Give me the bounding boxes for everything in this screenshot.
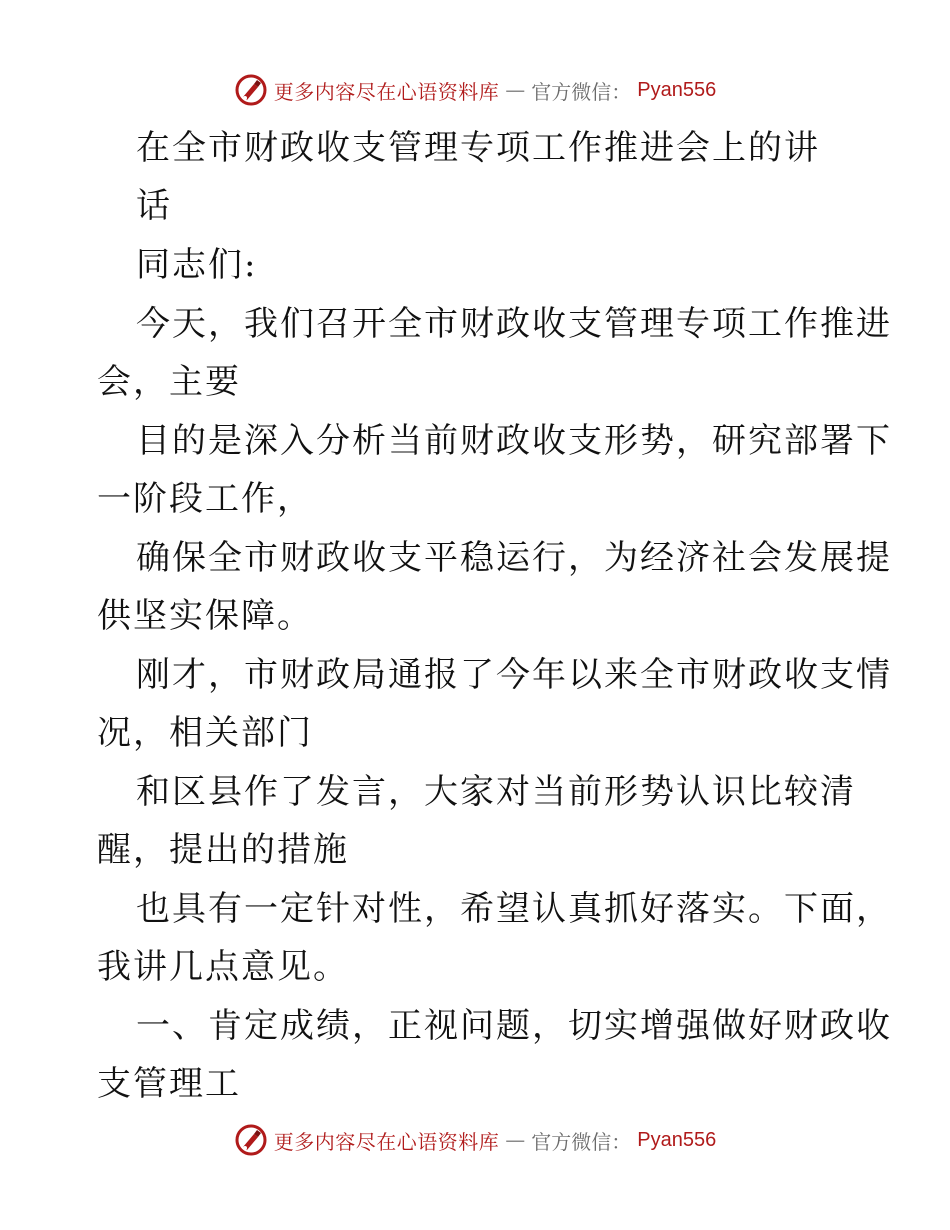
paragraph-line: 目的是深入分析当前财政收支形势，研究部署下 — [136, 421, 892, 461]
paragraph-line: 供坚实保障。 — [97, 596, 313, 636]
paragraph-line: 会，主要 — [97, 362, 241, 402]
paragraph-line: 一阶段工作， — [97, 479, 313, 519]
pen-logo-icon — [234, 1123, 268, 1157]
paragraph-line: 况，相关部门 — [97, 713, 313, 753]
watermark-text: 更多内容尽在心语资料库 — [273, 79, 500, 104]
paragraph-line: 确保全市财政收支平稳运行，为经济社会发展提 — [136, 538, 892, 578]
paragraph-line: 我讲几点意见。 — [97, 947, 349, 987]
watermark-separator: — — [505, 78, 526, 102]
paragraph-line: 今天，我们召开全市财政收支管理专项工作推进 — [136, 304, 892, 344]
section-heading-line-1: 一、肯定成绩，正视问题，切实增强做好财政收 — [136, 1006, 892, 1046]
paragraph-line: 刚才，市财政局通报了今年以来全市财政收支情 — [136, 655, 892, 695]
paragraph-line: 也具有一定针对性，希望认真抓好落实。下面， — [136, 889, 892, 929]
watermark-text: 更多内容尽在心语资料库 — [273, 1129, 500, 1154]
paragraph-line: 和区县作了发言，大家对当前形势认识比较清 — [136, 772, 856, 812]
document-title-line-1: 在全市财政收支管理专项工作推进会上的讲 — [136, 128, 820, 168]
watermark-contact-label: 官方微信： — [531, 79, 632, 104]
paragraph-line: 醒，提出的措施 — [97, 830, 349, 870]
watermark-contact-id: Pyan556 — [637, 78, 717, 101]
salutation: 同志们: — [136, 245, 258, 285]
document-title-line-2: 话 — [136, 186, 172, 226]
watermark-contact-label: 官方微信： — [531, 1129, 632, 1154]
watermark-banner-bottom — [0, 1120, 950, 1160]
section-heading-line-2: 支管理工 — [97, 1064, 241, 1104]
watermark-contact-id: Pyan556 — [637, 1128, 717, 1151]
watermark-separator: — — [505, 1128, 526, 1152]
